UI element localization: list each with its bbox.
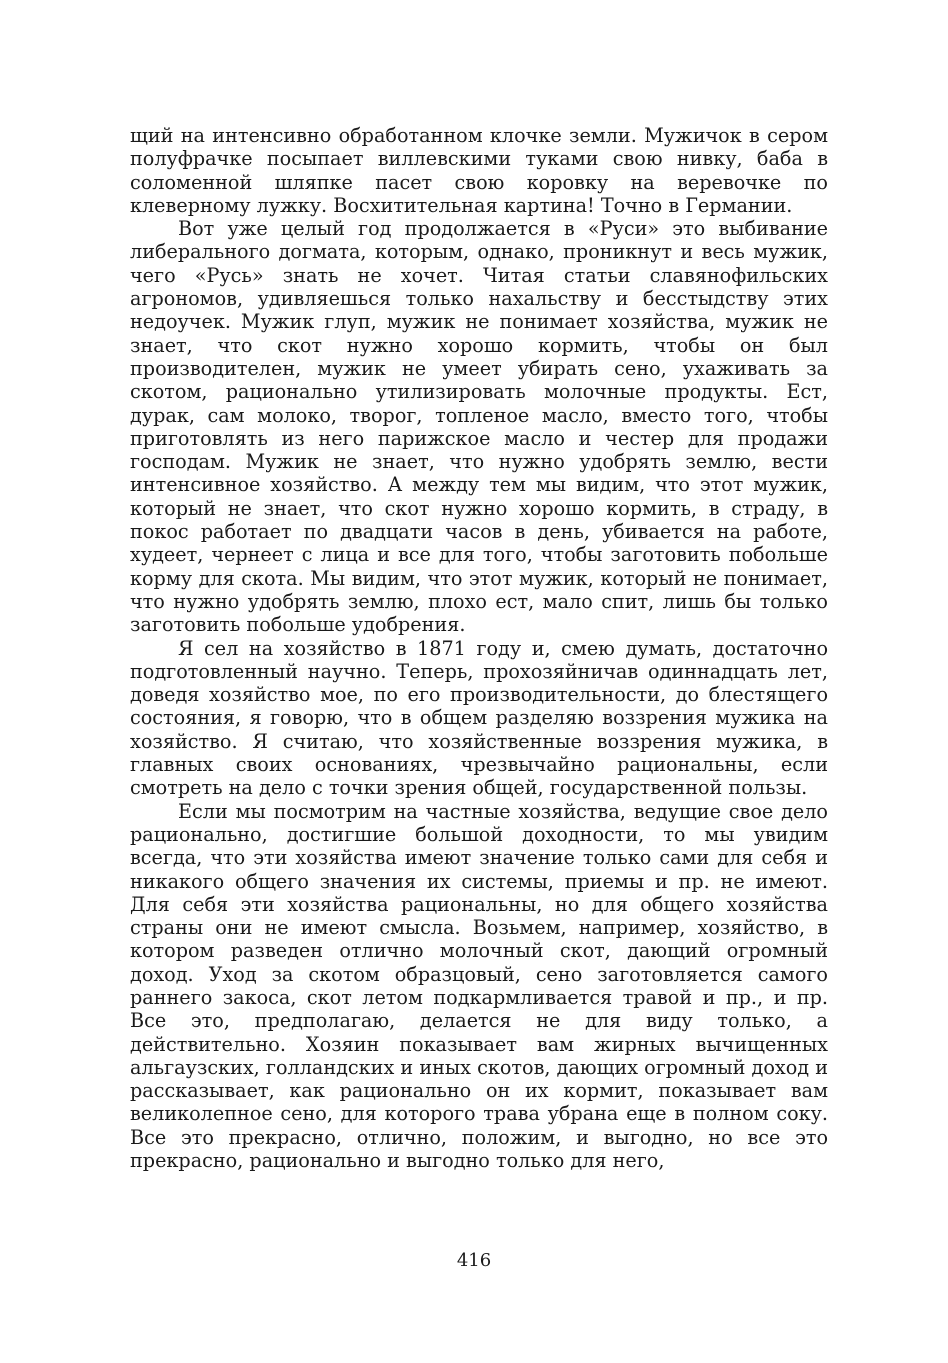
page-body	[130, 124, 828, 1172]
paragraph-continued: щий на интенсивно обработанном клочке земли. Мужичок в сером полуфрачке посыпает виллевскими туками свою нивку, баба в соломенной шляпке пасет свою коровку на веревочке по клеверному лужку. Восхитительная картина! Точно в Германии.	[130, 124, 828, 217]
paragraph: Если мы посмотрим на частные хозяйства, ведущие свое дело рационально, достигшие большой доходности, то мы увидим всегда, что эти хозяйства имеют значение только сами для себя и никакого общего значения их системы, приемы и пр. не имеют. Для себя эти хозяйства рациональны, но для общего хозяйства страны они не имеют смысла. Возьмем, например, хозяйство, в котором разведен отлично молочный скот, дающий огромный доход. Уход за скотом образцовый, сено заготовляется самого раннего закоса, скот летом подкармливается травой и пр., и пр. Все это, предполагаю, делается не для виду только, а действительно. Хозяин показывает вам жирных вычищенных альгаузских, голландских и иных скотов, дающих огромный доход и рассказывает, как рационально он их кормит, показывает вам великолепное сено, для которого трава убрана еще в полном соку. Все это прекрасно, отлично, положим, и выгодно, но все это прекрасно, рационально и выгодно только для него,	[130, 799, 828, 1173]
page-number: 416	[456, 1250, 492, 1271]
paragraph: Я сел на хозяйство в 1871 году и, смею думать, достаточно подготовленный научно. Теперь, прохозяйничав одиннадцать лет, доведя хозяйство мое, по его производительности, до блестящего состояния, я говорю, что в общем разделяю воззрения мужика на хозяйство. Я считаю, что хозяйственные воззрения мужика, в главных своих основаниях, чрезвычайно рациональны, если смотреть на дело с точки зрения общей, государственной пользы.	[130, 636, 828, 800]
paragraph: Вот уже целый год продолжается в «Руси» это выбивание либерального догмата, которым, однако, проникнут и весь мужик, чего «Русь» знать не хочет. Читая статьи славянофильских агрономов, удивляешься только нахальству и бесстыдству этих недоучек. Мужик глуп, мужик не понимает хозяйства, мужик не знает, что скот нужно хорошо кормить, чтобы он был производителен, мужик не умеет убирать сено, ухаживать за скотом, рационально утилизировать молочные продукты. Ест, дурак, сам молоко, творог, топленое масло, вместо того, чтобы приготовлять из него парижское масло и честер для продажи господам. Мужик не знает, что нужно удобрять землю, вести интенсивное хозяйство. А между тем мы видим, что этот мужик, который не знает, что скот нужно хорошо кормить, в страду, в покос работает по двадцати часов в день, убивается на работе, худеет, чернеет с лица и все для того, чтобы заготовить побольше корму для скота. Мы видим, что этот мужик, который не понимает, что нужно удобрять землю, плохо ест, мало спит, лишь бы только заготовить побольше удобрения.	[130, 217, 828, 637]
